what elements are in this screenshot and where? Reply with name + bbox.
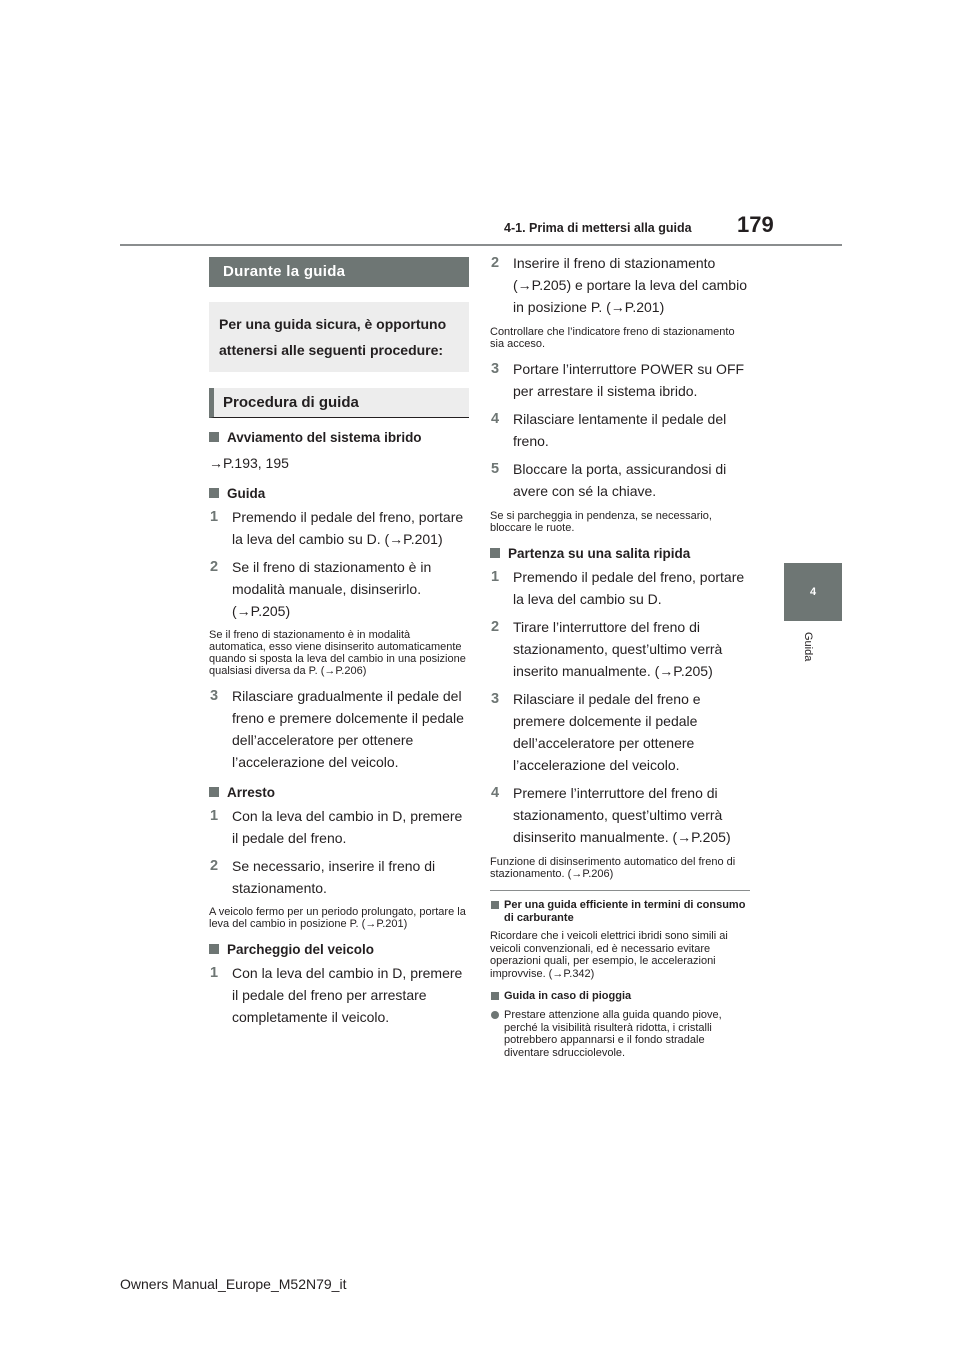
step-arresto-1: 1 Con la leva del cambio in D, premere il pedale del freno. bbox=[210, 808, 463, 846]
square-bullet-icon bbox=[490, 548, 500, 558]
text-efficiente: Ricordare che i veicoli elettrici ibridi sono simili ai veicoli convenzionali, ed è necessario evitare operazioni quali, per esempio, le accelerazioni improvvise. (→P.342) bbox=[490, 930, 728, 980]
bullet-pioggia: Prestare attenzione alla guida quando piove, perché la visibilità risulterà ridotta, i cristalli potrebbero appannarsi e il fondo stradale diventare sdrucciolevole. bbox=[490, 1009, 750, 1059]
footer: Owners Manual_Europe_M52N79_it bbox=[120, 1276, 347, 1292]
chapter-tab-number: 4 bbox=[809, 586, 817, 598]
square-bullet-icon bbox=[209, 432, 219, 442]
step-parcheggio-4: 4 Rilasciare lentamente il pedale del freno. bbox=[491, 411, 727, 449]
chapter-tab-label: Guida bbox=[802, 632, 814, 662]
page-number: 179 bbox=[737, 212, 774, 237]
note-arresto: A veicolo fermo per un periodo prolungato, portare la leva del cambio in posizione P. (→P.201) bbox=[209, 906, 466, 930]
subheading-efficiente: Per una guida efficiente in termini di consumo di carburante bbox=[490, 899, 750, 925]
section-title: 4-1. Prima di mettersi alla guida bbox=[504, 221, 692, 235]
heading-durante-la-guida: Durante la guida bbox=[209, 257, 469, 287]
left-column bbox=[209, 257, 469, 1028]
ref-avviamento: →P.193, 195 bbox=[209, 455, 289, 471]
intro-box: Per una guida sicura, è opportuno attenersi alle seguenti procedure: bbox=[209, 302, 469, 372]
step-salita-2: 2 Tirare l’interruttore del freno di stazionamento, quest’ultimo verrà inserito manualmente. (→P.205) bbox=[491, 619, 723, 679]
step-parcheggio-5: 5 Bloccare la porta, assicurandosi di avere con sé la chiave. bbox=[491, 461, 727, 499]
step-guida-1: 1 Premendo il pedale del freno, portare la leva del cambio su D. (→P.201) bbox=[210, 509, 464, 547]
step-salita-1: 1 Premendo il pedale del freno, portare la leva del cambio su D. bbox=[491, 569, 745, 607]
step-salita-3: 3 Rilasciare il pedale del freno e premere dolcemente il pedale dell’acceleratore per ottenere l’accelerazione del veicolo. bbox=[491, 691, 701, 773]
step-guida-3: 3 Rilasciare gradualmente il pedale del freno e premere dolcemente il pedale dell’acceleratore per ottenere l’accelerazione del veicolo. bbox=[210, 688, 464, 770]
step-salita-4: 4 Premere l’interruttore del freno di stazionamento, quest’ultimo verrà disinserito manualmente. (→P.205) bbox=[491, 785, 731, 845]
square-bullet-icon bbox=[209, 944, 219, 954]
step-guida-2: 2 Se il freno di stazionamento è in modalità manuale, disinserirlo. (→P.205) bbox=[210, 559, 432, 619]
step-arresto-2: 2 Se necessario, inserire il freno di stazionamento. bbox=[210, 858, 436, 896]
subheading-arresto: Arresto bbox=[209, 783, 469, 803]
square-bullet-icon bbox=[491, 992, 499, 1000]
step-parcheggio-2: 2 Inserire il freno di stazionamento (→P.205) e portare la leva del cambio in posizione P. (→P.201) bbox=[491, 255, 747, 315]
square-bullet-icon bbox=[209, 787, 219, 797]
square-bullet-icon bbox=[491, 901, 499, 909]
square-bullet-icon bbox=[209, 488, 219, 498]
chapter-tab[interactable] bbox=[784, 563, 842, 621]
step-parcheggio-1: 1 Con la leva del cambio in D, premere il pedale del freno per arrestare completamente il veicolo. bbox=[210, 965, 463, 1025]
divider bbox=[490, 890, 750, 891]
note-pendenza: Se si parcheggia in pendenza, se necessario, bloccare le ruote. bbox=[490, 510, 712, 534]
header-divider bbox=[120, 244, 842, 246]
subheading-avviamento: Avviamento del sistema ibrido bbox=[209, 428, 469, 448]
subheading-parcheggio: Parcheggio del veicolo bbox=[209, 940, 469, 960]
note-guida: Se il freno di stazionamento è in modalità automatica, esso viene disinserito automaticamente quando si sposta la leva del cambio in una posizione qualsiasi diversa da P. (→P.206) bbox=[209, 629, 466, 677]
circle-bullet-icon bbox=[491, 1011, 499, 1019]
step-parcheggio-3: 3 Portare l’interruttore POWER su OFF per arrestare il sistema ibrido. bbox=[491, 361, 745, 399]
note-salita: Funzione di disinserimento automatico del freno di stazionamento. (→P.206) bbox=[490, 856, 736, 880]
subheading-pioggia: Guida in caso di pioggia bbox=[490, 990, 750, 1003]
subheading-salita: Partenza su una salita ripida bbox=[490, 544, 750, 564]
note-indicatore: Controllare che l’indicatore freno di stazionamento sia acceso. bbox=[490, 326, 735, 350]
heading-procedura-di-guida: Procedura di guida bbox=[209, 388, 469, 418]
subheading-guida: Guida bbox=[209, 484, 469, 504]
right-column bbox=[490, 252, 750, 1059]
